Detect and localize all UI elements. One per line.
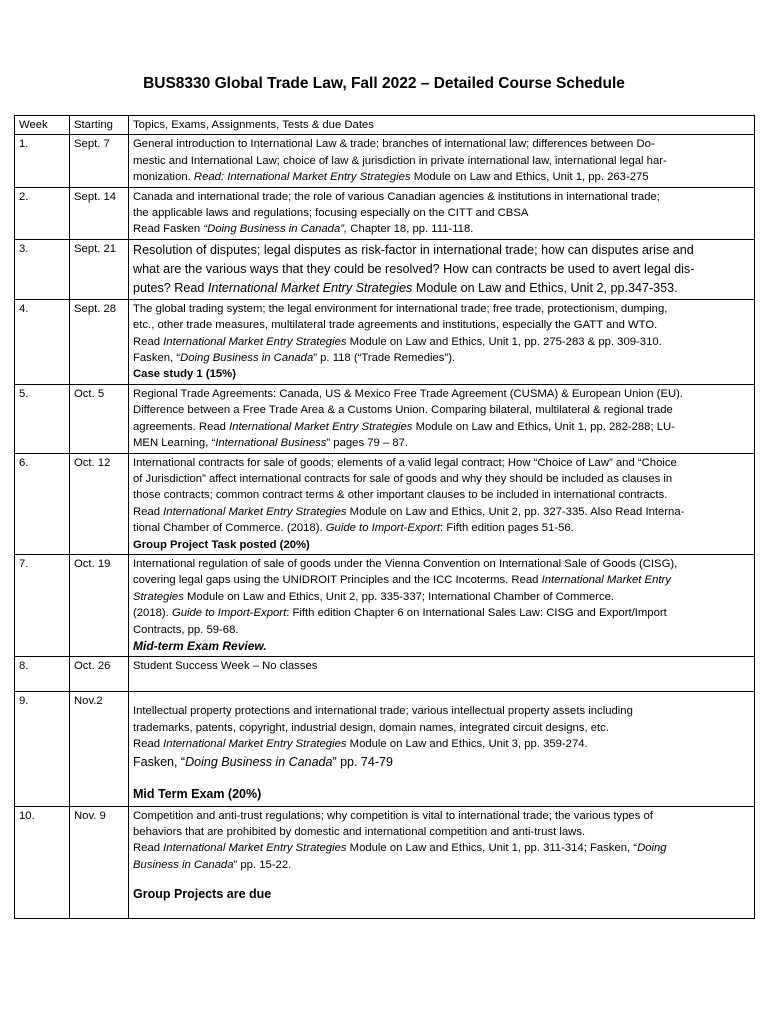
starting-cell: Oct. 19 [70,554,129,656]
topic-text: Strategies [133,590,184,603]
topics-cell [129,187,755,239]
table-row [15,299,755,384]
starting-cell: Sept. 28 [70,299,129,384]
table-row [15,187,755,239]
topic-line [133,537,751,553]
starting-cell: Sept. 21 [70,239,129,299]
topics-cell [129,239,755,299]
topic-line [133,169,751,185]
topic-text: Doing Business in Canada [185,754,333,769]
topic-line [133,455,751,471]
table-row [15,554,755,656]
topic-line [133,504,751,520]
topic-text: Module on Law and Ethics, Unit 1, pp. 311-314; Fasken, “ [346,842,638,855]
topic-text: Doing [637,842,667,855]
topic-line [133,221,751,237]
week-cell: 5. [15,384,70,453]
topic-line [133,435,751,451]
topic-text: Read [133,335,164,348]
topic-text: Intellectual property protections and international trade; various intellectual property assets including [133,705,633,718]
table-row [15,239,755,299]
topic-text: Fasken, “ [133,754,186,769]
topic-line [133,753,751,773]
topic-text: Read [133,505,164,518]
topic-line [133,824,751,840]
topic-line [133,366,751,382]
topic-text: Read Fasken [133,223,204,236]
topic-text: Difference between a Free Trade Area & a Customs Union. Comparing bilateral, multilateral & regional trade [133,404,673,417]
topic-text: International Market Entry Strategies [229,420,413,433]
topic-line [133,520,751,536]
table-header-row [15,116,755,135]
table-body [15,135,755,919]
topic-line [133,205,751,221]
header-topics: Topics, Exams, Assignments, Tests & due Dates [129,116,755,135]
topic-text: Module on Law and Ethics, Unit 1, pp. 275-283 & pp. 309-310. [346,335,662,348]
topic-text: Contracts, pp. 59-68. [133,623,239,636]
topic-line [133,402,751,418]
topics-cell [129,692,755,806]
topic-line [133,471,751,487]
topic-text: behaviors that are prohibited by domestic and international competition and anti-trust laws. [133,826,586,838]
topic-line [133,638,751,655]
topic-text: putes? Read [133,280,208,295]
topics-cell [129,299,755,384]
topic-text: Resolution of disputes; legal disputes as risk-factor in international trade; how can disputes arise and [133,242,694,257]
topics-cell [129,657,755,692]
table-row [15,135,755,187]
week-cell: 2. [15,187,70,239]
topic-text: Canada and international trade; the role of various Canadian agencies & institutions in international trade; [133,190,660,203]
table-row [15,692,755,806]
topic-text: agreements. Read [133,420,230,433]
topic-text: tional Chamber of Commerce. (2018). [133,522,326,535]
topic-text: The global trading system; the legal environment for international trade; free trade, protectionism, dumping, [133,302,668,315]
topic-text: “Doing Business in Canada”, [203,223,348,236]
topic-text: Read [133,842,164,855]
topic-text: the applicable laws and regulations; focusing especially on the CITT and CBSA [133,207,529,220]
topic-line [133,873,751,885]
topic-text: : Fifth edition Chapter 6 on International Sales Law: CISG and Export/Import [286,607,667,620]
topic-text: Mid-term Exam Review. [133,638,267,653]
topic-text: Competition and anti-trust regulations; why competition is vital to international trade; the various types of [133,809,653,822]
header-week: Week [15,116,70,135]
header-starting: Starting [70,116,129,135]
topic-line [133,605,751,621]
table-row [15,453,755,554]
topic-text: International Market Entry Strategies [163,335,347,348]
topics-cell [129,554,755,656]
topic-line [133,136,751,152]
topic-text: : Fifth edition pages 51-56. [440,522,574,535]
topic-text: ” pp. 15-22. [233,858,292,871]
topic-line [133,189,751,205]
topic-text: Guide to Import-Export [325,522,441,535]
week-cell: 7. [15,554,70,656]
topic-line [133,622,751,638]
page-title: BUS8330 Global Trade Law, Fall 2022 – Detailed Course Schedule [143,75,625,92]
topic-line [133,785,751,805]
week-cell: 10. [15,806,70,919]
week-cell: 8. [15,657,70,692]
topic-text: Business in Canada [133,858,234,871]
topic-line [133,589,751,605]
topics-cell [129,453,755,554]
topic-line [133,885,751,905]
topic-line [133,808,751,824]
starting-cell: Oct. 26 [70,657,129,692]
topic-line [133,736,751,752]
topic-line [133,703,751,719]
topic-text: Module on Law and Ethics, Unit 2, pp. 335-337; International Chamber of Commerce. [183,590,615,603]
topic-text: International regulation of sale of goods under the Vienna Convention on International Sale of Goods (CISG), [133,557,678,570]
topic-line [133,487,751,503]
topic-text: of Jurisdiction” affect international contracts for sale of goods and why they should be included as clauses in [133,472,673,485]
topic-text: Doing Business in Canada [180,352,314,365]
topic-line [133,350,751,366]
topic-line [133,905,751,917]
topic-text: International Business [215,437,327,450]
topic-text: General introduction to International Law & trade; branches of international law; differences between Do- [133,138,655,151]
topic-text: International Market Entry Strategies [163,505,347,518]
week-cell: 4. [15,299,70,384]
topic-line [133,334,751,350]
topic-text: International Market Entry Strategies [163,842,347,855]
topic-line [133,386,751,402]
topic-line [133,153,751,169]
topic-text: Chapter 18, pp. 111-118. [347,223,474,236]
topics-cell [129,384,755,453]
topic-text: International Market Entry Strategies [163,738,347,751]
topic-text: Guide to Import-Export [171,607,287,620]
topic-text: International contracts for sale of goods; elements of a valid legal contract; How “Choice of Law” and “Choice [133,456,677,469]
topic-text: Group Projects are due [133,887,272,902]
topic-line [133,279,751,298]
course-schedule-table [14,115,755,919]
starting-cell: Oct. 12 [70,453,129,554]
starting-cell: Sept. 7 [70,135,129,187]
topic-line [133,840,751,856]
topic-text: Regional Trade Agreements: Canada, US & Mexico Free Trade Agreement (CUSMA) & European Union (EU). [133,387,684,400]
week-cell: 3. [15,239,70,299]
table-row [15,657,755,692]
starting-cell: Nov.2 [70,692,129,806]
topic-line [133,317,751,333]
topic-text: etc., other trade measures, multilateral trade agreements and institutions, especially the GATT and WTO. [133,319,658,332]
topic-text: Module on Law and Ethics, Unit 1, pp. 263-275 [410,171,649,184]
topic-line [133,301,751,317]
topic-line [133,260,751,279]
topic-text: Group Project Task posted (20%) [133,538,310,551]
topic-text: International Market Entry [541,574,671,587]
topic-text: ” p. 118 (“Trade Remedies”). [313,352,456,365]
topic-line [133,241,751,260]
topic-text: International Market Entry Strategies [207,280,413,295]
topic-text: monization. [133,171,194,184]
week-cell: 9. [15,692,70,806]
table-row [15,384,755,453]
topic-text: mestic and International Law; choice of law & jurisdiction in private international law, international legal har- [133,154,667,167]
table-row [15,806,755,919]
topic-line [133,419,751,435]
topic-text: Module on Law and Ethics, Unit 2, pp.347-353. [412,280,678,295]
topic-line [133,773,751,785]
topic-text: covering legal gaps using the UNIDROIT Principles and the ICC Incoterms. Read [133,574,542,587]
topic-text: Module on Law and Ethics, Unit 2, pp. 327-335. Also Read Interna- [346,505,685,518]
topic-text: Fasken, “ [133,352,181,365]
topic-text: those contracts; common contract terms & other important clauses to be included in international contracts. [133,489,668,502]
topic-line [133,556,751,572]
topic-text: ” pages 79 – 87. [326,437,409,450]
topic-text: Read [133,738,164,751]
topic-text: Module on Law and Ethics, Unit 1, pp. 282-288; LU- [412,420,675,433]
starting-cell: Nov. 9 [70,806,129,919]
week-cell: 1. [15,135,70,187]
week-cell: 6. [15,453,70,554]
topic-text: Student Success Week – No classes [133,660,318,673]
topic-text: Case study 1 (15%) [133,368,236,381]
topic-text: (2018). [133,607,172,620]
topic-text: ” pp. 74-79 [332,754,393,769]
topic-line [133,857,751,873]
topic-text: Mid Term Exam (20%) [133,786,262,801]
topics-cell [129,135,755,187]
topic-text: trademarks, patents, copyright, industrial design, domain names, integrated circuit designs, etc. [133,721,609,734]
topic-text: what are the various ways that they could be resolved? How can contracts be used to avert legal dis- [133,261,695,276]
topic-text: Read: International Market Entry Strategies [193,171,411,184]
topic-line [133,572,751,588]
starting-cell: Sept. 14 [70,187,129,239]
starting-cell: Oct. 5 [70,384,129,453]
topic-line [133,658,751,674]
topic-text: MEN Learning, “ [133,437,216,450]
topics-cell [129,806,755,919]
topic-text: Module on Law and Ethics, Unit 3, pp. 359-274. [346,738,588,751]
topic-line [133,720,751,736]
